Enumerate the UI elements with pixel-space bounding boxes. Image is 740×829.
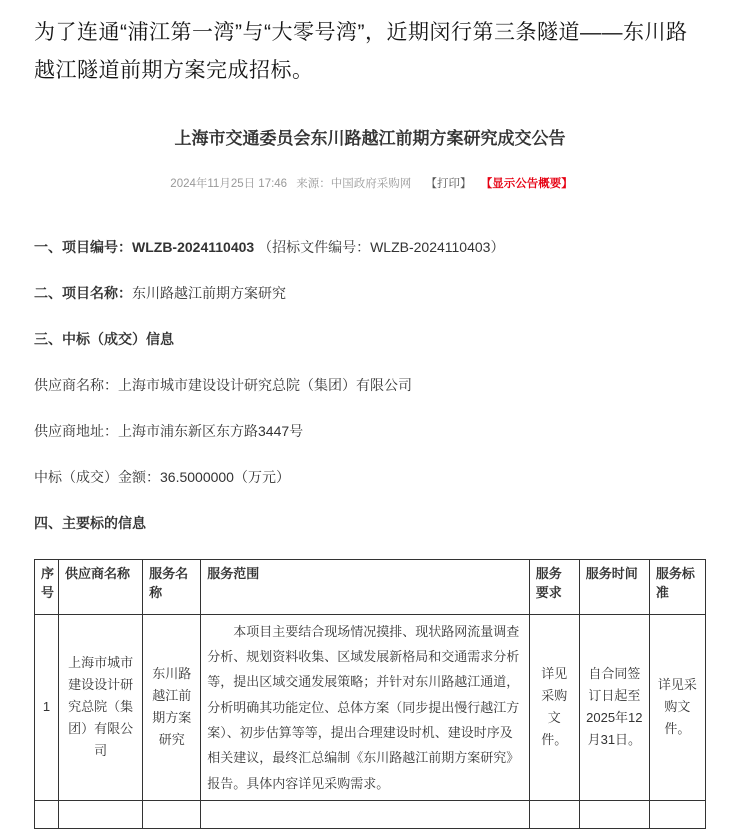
cell-service-time: 自合同签订日起至2025年12月31日。 <box>579 614 649 800</box>
section-main-subject-heading: 四、主要标的信息 <box>34 514 146 531</box>
cell-no: 1 <box>35 614 59 800</box>
cell-supplier: 上海市城市建设设计研究总院（集团）有限公司 <box>59 614 143 800</box>
header-supplier: 供应商名称 <box>59 559 143 614</box>
meta-source: 来源：中国政府采购网 <box>296 177 412 190</box>
empty-cell <box>59 801 143 829</box>
empty-cell <box>143 801 201 829</box>
header-service-requirement: 服务要求 <box>529 559 579 614</box>
section-project-number <box>34 237 706 258</box>
table-header-row <box>35 559 706 614</box>
award-amount-line: 中标（成交）金额：36.5000000（万元） <box>34 468 290 485</box>
project-name-label: 二、项目名称： <box>34 284 132 301</box>
service-scope-text: 本项目主要结合现场情况摸排、现状路网流量调查分析、规划资料收集、区域发展新格局和交通需求分析等，提出区域交通发展策略；并针对东川路越江通道，分析明确其功能定位、总体方案（同步提出慢行越江方案）、初步估算等等，提出合理建设时机、建设时序及相关建议，最终汇总编制《东川路越江前期方案研究》报告。具体内容详见采购需求。 <box>207 623 520 791</box>
header-no: 序号 <box>35 559 59 614</box>
announcement-body <box>34 237 706 829</box>
supplier-address-line: 供应商地址：上海市浦东新区东方路3447号 <box>34 422 304 439</box>
table-row <box>35 614 706 800</box>
section-award-info-heading: 三、中标（成交）信息 <box>34 330 174 347</box>
show-summary-link[interactable]: 【显示公告概要】 <box>480 177 573 190</box>
meta-date: 2024年11月25日 17:46 <box>170 177 288 190</box>
meta-line <box>34 175 706 191</box>
empty-cell <box>201 801 529 829</box>
article-title: 上海市交通委员会东川路越江前期方案研究成交公告 <box>174 128 566 148</box>
cell-service-standard: 详见采购文件。 <box>649 614 705 800</box>
header-service-name: 服务名称 <box>143 559 201 614</box>
supplier-name-line: 供应商名称：上海市城市建设设计研究总院（集团）有限公司 <box>34 376 412 393</box>
award-detail-table <box>34 559 706 829</box>
project-number-value: WLZB-2024110403 <box>132 238 255 255</box>
section-project-name <box>34 283 706 304</box>
project-number-note: （招标文件编号：WLZB-2024110403） <box>258 238 505 255</box>
header-service-time: 服务时间 <box>579 559 649 614</box>
intro-paragraph: 为了连通“浦江第一湾”与“大零号湾”，近期闵行第三条隧道——东川路越江隧道前期方案完成招标。 <box>34 21 688 82</box>
cell-service-scope <box>201 614 529 800</box>
print-link[interactable]: 【打印】 <box>425 177 472 190</box>
header-service-standard: 服务标准 <box>649 559 705 614</box>
cell-service-name: 东川路越江前期方案研究 <box>143 614 201 800</box>
empty-cell <box>35 801 59 829</box>
table-empty-row <box>35 801 706 829</box>
empty-cell <box>579 801 649 829</box>
project-number-label: 一、项目编号： <box>34 238 132 255</box>
empty-cell <box>649 801 705 829</box>
header-service-scope: 服务范围 <box>201 559 529 614</box>
project-name-value: 东川路越江前期方案研究 <box>132 284 286 301</box>
cell-service-requirement: 详见采购文件。 <box>529 614 579 800</box>
empty-cell <box>529 801 579 829</box>
